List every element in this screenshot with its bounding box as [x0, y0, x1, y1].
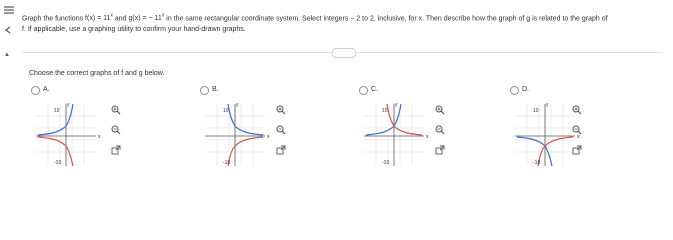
- zoom-out-icon[interactable]: [435, 122, 445, 132]
- instruction: Choose the correct graphs of f and g below.: [29, 70, 165, 77]
- left-navigation: [0, 0, 22, 207]
- graph-d-neg-tick: -10: [533, 160, 541, 166]
- graph-a-x-label: x: [98, 134, 101, 140]
- radio-c[interactable]: [359, 86, 368, 95]
- expand-button[interactable]: ····: [332, 48, 356, 58]
- option-d[interactable]: [510, 86, 660, 186]
- f-function: $f(x) = 11^x$: [85, 13, 113, 23]
- graph-b-y-label: y: [236, 102, 239, 108]
- open-new-window-icon[interactable]: [276, 142, 286, 152]
- graph-b-y-tick: 10: [223, 108, 229, 114]
- option-c-label: C.: [371, 86, 378, 93]
- zoom-in-icon[interactable]: [572, 102, 582, 112]
- zoom-in-icon[interactable]: [111, 102, 121, 112]
- menu-icon[interactable]: [4, 6, 14, 14]
- radio-a[interactable]: [31, 86, 40, 95]
- graph-a-y-tick: 10: [54, 108, 60, 114]
- radio-b[interactable]: [200, 86, 209, 95]
- graph-d-x-label: x: [577, 134, 580, 140]
- question-description: in the same rectangular coordinate system. Select integers − 2 to 2, inclusive, for x. Then describe how the graph of g is related to the graph of: [164, 15, 608, 23]
- radio-d[interactable]: [510, 86, 519, 95]
- graph-c-y-label: y: [395, 102, 398, 108]
- graph-c-neg-tick: -10: [382, 160, 390, 166]
- zoom-out-icon[interactable]: [111, 122, 121, 132]
- graph-b: [205, 104, 265, 166]
- graph-c: [364, 104, 424, 166]
- option-d-label: D.: [522, 86, 529, 93]
- graph-d-y-tick: 10: [533, 108, 539, 114]
- graph-b-x-label: x: [267, 134, 270, 140]
- graph-a: [36, 104, 96, 166]
- graph-a-neg-tick: -10: [54, 160, 62, 166]
- option-a[interactable]: [31, 86, 181, 186]
- zoom-in-icon[interactable]: [435, 102, 445, 112]
- back-arrow-icon[interactable]: [4, 26, 14, 34]
- question-prefix: Graph the functions: [22, 15, 84, 23]
- collapse-icon[interactable]: ▲: [4, 52, 10, 58]
- graph-a-y-label: y: [67, 102, 70, 108]
- open-new-window-icon[interactable]: [435, 142, 445, 152]
- option-b[interactable]: [200, 86, 350, 186]
- option-c[interactable]: [359, 86, 509, 186]
- graph-d-y-label: y: [546, 102, 549, 108]
- graph-c-y-tick: 10: [382, 108, 388, 114]
- open-new-window-icon[interactable]: [111, 142, 121, 152]
- option-b-label: B.: [212, 86, 219, 93]
- zoom-in-icon[interactable]: [276, 102, 286, 112]
- graph-c-x-label: x: [426, 134, 429, 140]
- g-function: g(x) = − $11^x$: [128, 13, 165, 23]
- open-new-window-icon[interactable]: [572, 142, 582, 152]
- zoom-out-icon[interactable]: [572, 122, 582, 132]
- graph-b-neg-tick: -10: [223, 160, 231, 166]
- question-line2: f. If applicable, use a graphing utility to confirm your hand-drawn graphs.: [22, 26, 246, 34]
- graph-d: [515, 104, 575, 166]
- zoom-out-icon[interactable]: [276, 122, 286, 132]
- question-text: Graph the functions $f(x) = 11^x$ and g(x) = − $11^x$ in the same rectangular coordinate system. Select integers − 2 to 2, inclusive, for x. Then describe how the graph of g is related to the graph of f. If applicable, use a graphing utility to confirm your hand-drawn graphs.: [22, 13, 608, 34]
- option-a-label: A.: [43, 86, 50, 93]
